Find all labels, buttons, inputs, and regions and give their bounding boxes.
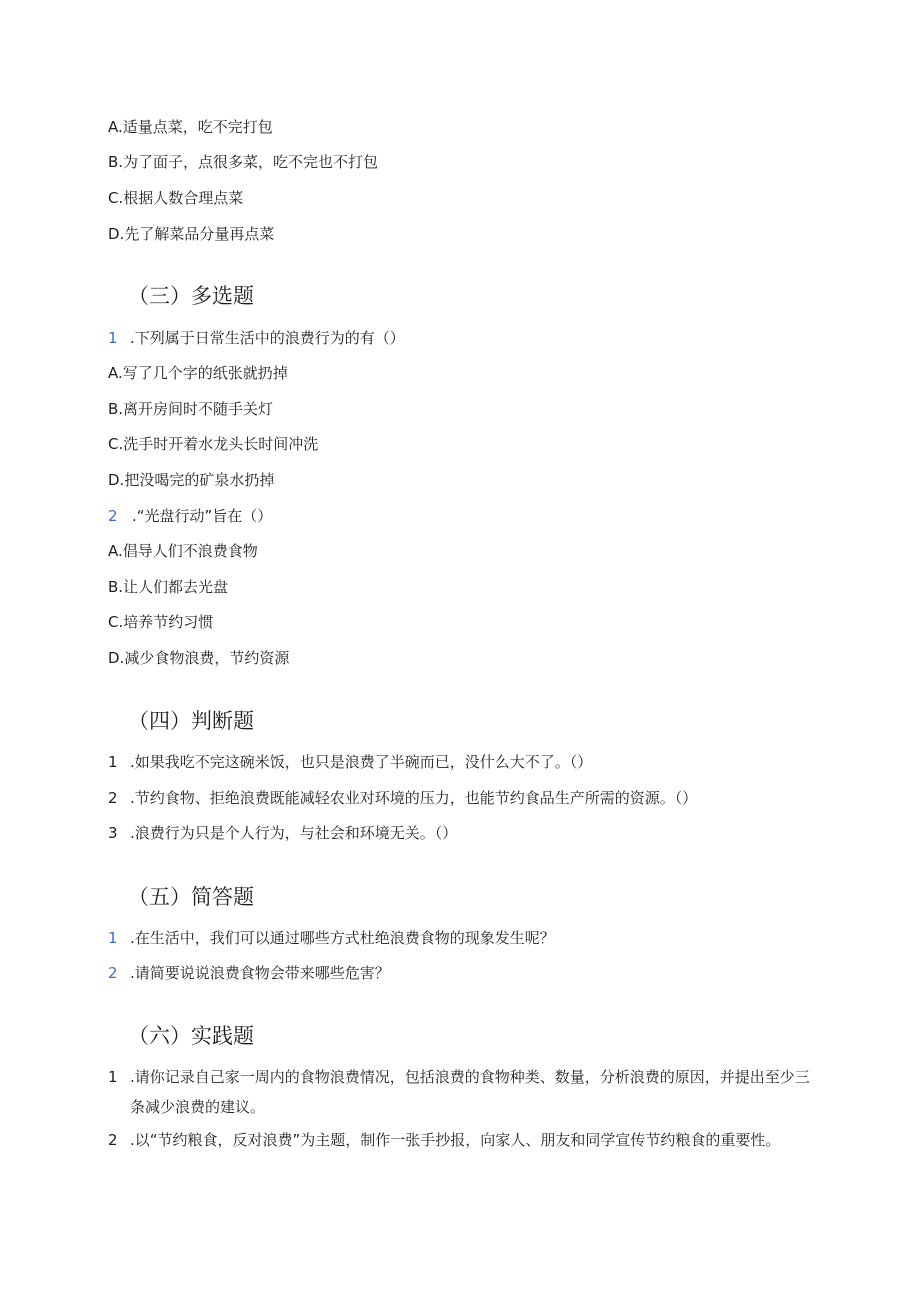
question-number: 2 xyxy=(108,964,118,982)
option-a: A.倡导人们不浪费食物 xyxy=(108,542,258,560)
section-heading-true-false: （四）判断题 xyxy=(128,709,254,733)
option-b: B.为了面子，点很多菜，吃不完也不打包 xyxy=(108,153,379,171)
option-d: D.减少食物浪费，节约资源 xyxy=(108,649,290,667)
option-a: A.写了几个字的纸张就扔掉 xyxy=(108,364,288,382)
option-d: D.先了解菜品分量再点菜 xyxy=(108,225,275,243)
question-text: .以“节约粮食，反对浪费”为主题，制作一张手抄报，向家人、朋友和同学宣传节约粮食的重要性。 xyxy=(130,1131,781,1149)
question-number: 1 xyxy=(108,753,118,771)
option-c: C.培养节约习惯 xyxy=(108,613,214,631)
question-number: 2 xyxy=(108,789,118,807)
section-heading-short-answer: （五）简答题 xyxy=(128,885,254,909)
option-c: C.根据人数合理点菜 xyxy=(108,189,244,207)
question-text: .下列属于日常生活中的浪费行为的有（） xyxy=(130,329,405,347)
question-text: .请简要说说浪费食物会带来哪些危害？ xyxy=(130,964,390,982)
option-d: D.把没喝完的矿泉水扔掉 xyxy=(108,471,275,489)
question-number: 3 xyxy=(108,824,118,842)
question-number: 2 xyxy=(108,507,118,525)
section-heading-multiple-choice: （三）多选题 xyxy=(128,284,254,308)
option-c: C.洗手时开着水龙头长时间冲洗 xyxy=(108,435,319,453)
option-a: A.适量点菜，吃不完打包 xyxy=(108,118,273,136)
question-text: .请你记录自己家一周内的食物浪费情况，包括浪费的食物种类、数量，分析浪费的原因，并提出至少三条减少浪费的建议。 xyxy=(130,1068,810,1116)
question-number: 1 xyxy=(108,929,118,947)
question-number: 1 xyxy=(108,1068,118,1086)
question-text: .“光盘行动”旨在（） xyxy=(132,507,273,525)
question-text: .如果我吃不完这碗米饭，也只是浪费了半碗而已，没什么大不了。（） xyxy=(130,753,593,771)
option-b: B.让人们都去光盘 xyxy=(108,578,229,596)
question-text: .节约食物、拒绝浪费既能减轻农业对环境的压力，也能节约食品生产所需的资源。（） xyxy=(130,789,698,807)
section-heading-practice: （六）实践题 xyxy=(128,1024,254,1048)
option-b: B.离开房间时不随手关灯 xyxy=(108,400,274,418)
question-text: .在生活中，我们可以通过哪些方式杜绝浪费食物的现象发生呢？ xyxy=(130,929,555,947)
question-number: 2 xyxy=(108,1131,118,1149)
question-number: 1 xyxy=(108,329,118,347)
question-text: .浪费行为只是个人行为，与社会和环境无关。（） xyxy=(130,824,458,842)
